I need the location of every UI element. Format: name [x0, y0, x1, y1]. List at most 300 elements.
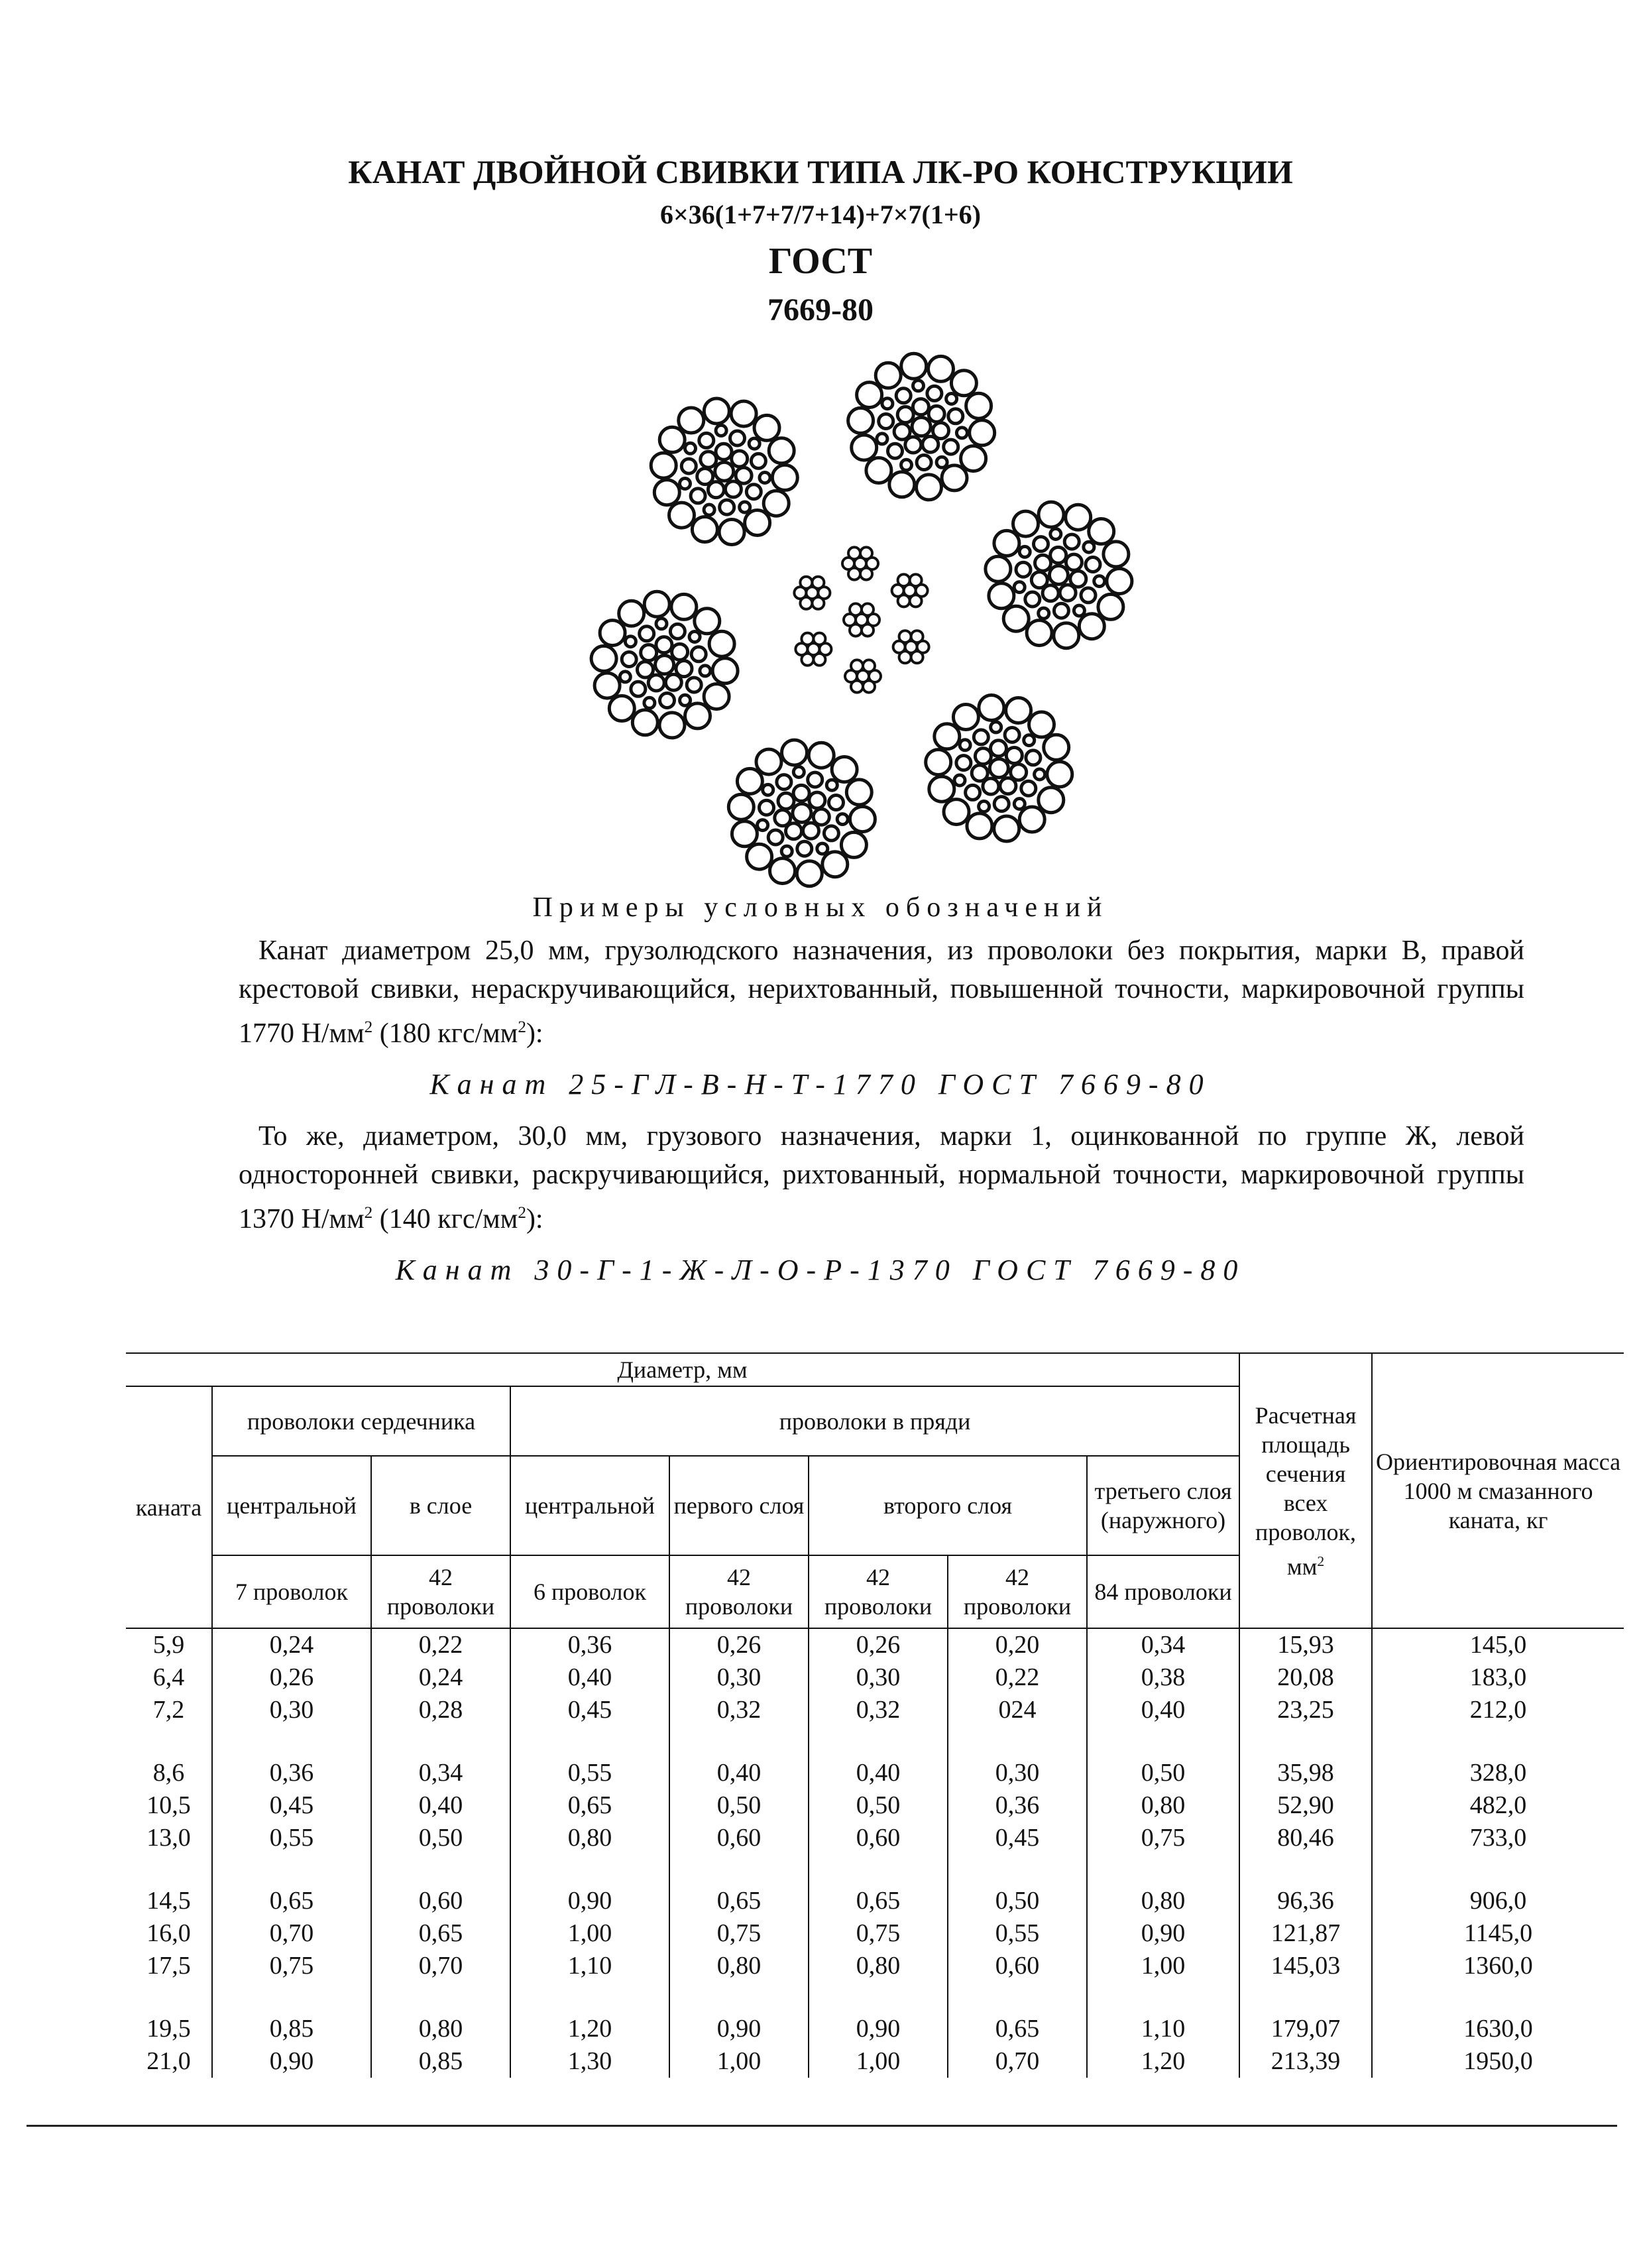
wire-circle: [797, 841, 812, 856]
table-cell: 0,80: [510, 1822, 669, 1854]
table-cell: 0,75: [669, 1917, 809, 1950]
table-cell: 0,90: [809, 2013, 948, 2045]
wire-circle: [737, 768, 762, 794]
wire-circle: [1005, 728, 1019, 743]
table-cell: 0,36: [510, 1628, 669, 1661]
table-cell: 0,26: [809, 1628, 948, 1661]
wire-circle: [929, 776, 954, 802]
wire-circle: [809, 743, 834, 768]
table-cell: 0,40: [510, 1661, 669, 1694]
table-cell: 10,5: [146, 1791, 191, 1819]
table-cell: 0,70: [371, 1950, 510, 1982]
wire-circle: [991, 722, 1001, 733]
wire-circle: [896, 388, 911, 403]
table-cell: 0,65: [371, 1917, 510, 1950]
wire-circle: [911, 630, 923, 642]
gap-cell: [371, 1982, 510, 2013]
table-cell: 0,20: [948, 1628, 1087, 1661]
table-cell: 0,65: [669, 1885, 809, 1917]
wire-circle: [704, 398, 729, 424]
table-cell: 0,45: [212, 1789, 371, 1822]
gap-cell: [371, 1726, 510, 1757]
wire-circle: [1107, 569, 1132, 594]
table-row: [126, 1757, 1624, 1789]
table-row: [126, 1694, 1624, 1726]
gap-cell: [212, 1854, 371, 1885]
header-count-42d: 42 проволоки: [948, 1555, 1087, 1628]
wire-circle: [1086, 558, 1100, 572]
wire-circle: [632, 710, 657, 735]
table-cell: 179,07: [1239, 2013, 1372, 2045]
table-cell: 1,00: [669, 2045, 809, 2078]
wire-circle: [961, 446, 986, 471]
table-cell: 1,30: [510, 2045, 669, 2078]
gap-cell: [669, 1982, 809, 2013]
header-strand-wires: проволоки в пряди: [510, 1386, 1239, 1456]
header-core-wires: проволоки сердечника: [212, 1386, 510, 1456]
header-count-42b: 42 проволоки: [669, 1555, 809, 1628]
table-cell: 0,90: [510, 1885, 669, 1917]
wire-circle: [620, 672, 630, 682]
wire-circle: [860, 547, 872, 559]
table-cell: 16,0: [146, 1919, 191, 1947]
wire-circle: [813, 654, 825, 666]
wire-circle: [704, 505, 714, 515]
table-cell: 0,30: [948, 1757, 1087, 1789]
wire-circle: [813, 633, 825, 645]
table-cell: 23,25: [1239, 1694, 1372, 1726]
gap-cell: [1239, 1982, 1372, 2013]
construction-formula: 6×36(1+7+7/7+14)+7×7(1+6): [660, 200, 981, 229]
wire-circle: [857, 383, 882, 408]
wire-circle: [760, 473, 770, 483]
wire-circle: [1039, 788, 1064, 813]
wire-circle: [659, 713, 685, 738]
table-cell: 0,80: [371, 2013, 510, 2045]
bottom-rule: [27, 2125, 1617, 2127]
wire-circle: [970, 420, 995, 446]
wire-circle: [1084, 542, 1094, 552]
wire-circle: [758, 820, 768, 831]
table-cell: 0,80: [669, 1950, 809, 1982]
wire-circle: [1050, 547, 1066, 563]
table-row: [126, 1628, 1624, 1661]
wire-circle: [728, 794, 754, 819]
wire-circle: [1079, 614, 1104, 639]
wire-circle: [927, 386, 942, 400]
table-row: [126, 1789, 1624, 1822]
table-cell: 0,75: [809, 1917, 948, 1950]
superscript: 2: [364, 1018, 373, 1036]
gap-cell: [1239, 1854, 1372, 1885]
wire-circle: [944, 440, 958, 454]
wire-circle: [1016, 562, 1031, 577]
wire-circle: [1098, 594, 1123, 619]
table-cell: 733,0: [1372, 1822, 1624, 1854]
table-cell: 0,30: [212, 1694, 371, 1726]
wire-circle: [763, 784, 773, 795]
gap-cell: [669, 1854, 809, 1885]
table-cell: 0,22: [948, 1661, 1087, 1694]
table-row: [126, 2013, 1624, 2045]
table-cell: 121,87: [1239, 1917, 1372, 1950]
wire-circle: [768, 830, 783, 845]
table-cell: 0,65: [809, 1885, 948, 1917]
wire-circle: [659, 427, 685, 452]
wire-circle: [725, 481, 741, 497]
wire-circle: [877, 434, 887, 444]
wire-circle: [894, 424, 910, 440]
wire-circle: [1039, 608, 1049, 619]
gap-cell: [809, 1854, 948, 1885]
wire-circle: [966, 393, 991, 418]
table-cell: 213,39: [1239, 2045, 1372, 2078]
gap-cell: [1087, 1982, 1239, 2013]
header-third-layer: третьего слоя (наружного): [1087, 1456, 1239, 1555]
wire-circle: [731, 401, 756, 426]
table-cell: 1145,0: [1372, 1917, 1624, 1950]
wire-circle: [989, 583, 1014, 609]
wire-circle: [860, 568, 872, 580]
wire-circle: [1050, 529, 1061, 540]
wire-circle: [972, 765, 988, 781]
document-title: КАНАТ ДВОЙНОЙ СВИВКИ ТИПА ЛК-РО КОНСТРУКЦИИ: [348, 153, 1293, 190]
table-cell: 183,0: [1372, 1661, 1624, 1694]
wire-circle: [754, 415, 779, 440]
wire-circle: [841, 832, 866, 857]
gap-cell: [948, 1854, 1087, 1885]
wire-circle: [716, 425, 726, 436]
wire-circle: [685, 443, 696, 453]
wire-circle: [1014, 799, 1025, 809]
wire-circle: [655, 656, 674, 674]
wire-circle: [775, 810, 791, 826]
wire-circle: [665, 674, 681, 690]
header-core-central: центральной: [212, 1456, 371, 1555]
wire-circle: [812, 597, 824, 609]
wire-circle: [863, 681, 875, 693]
wire-circle: [672, 644, 688, 660]
table-cell: 145,0: [1372, 1628, 1624, 1661]
table-cell: 0,70: [212, 1917, 371, 1950]
table-cell: 0,45: [510, 1694, 669, 1726]
wire-circle: [929, 356, 954, 381]
gap-cell: [212, 1726, 371, 1757]
rope-cross-section-diagram: [577, 335, 1147, 905]
header-area: [1239, 1353, 1372, 1628]
wire-circle: [1027, 621, 1052, 646]
table-cell: 328,0: [1372, 1757, 1624, 1789]
table-cell: 0,55: [948, 1917, 1087, 1950]
table-row: [126, 1822, 1624, 1854]
table-cell: 80,46: [1239, 1822, 1372, 1854]
gap-cell: [1372, 1854, 1624, 1885]
wire-circle: [671, 594, 697, 619]
wire-circle: [732, 451, 748, 467]
wire-circle: [986, 556, 1011, 581]
wire-circle: [730, 431, 745, 446]
wire-circle: [917, 475, 942, 500]
gap-cell: [510, 1854, 669, 1885]
wire-circle: [591, 646, 616, 671]
wire-circle: [772, 465, 797, 490]
wire-circle: [600, 621, 625, 646]
wire-circle: [625, 636, 636, 647]
wire-circle: [979, 695, 1004, 721]
table-cell: 0,65: [212, 1885, 371, 1917]
wire-circle: [929, 406, 944, 422]
wire-circle: [700, 666, 710, 676]
wire-circle: [1060, 585, 1076, 601]
standard-number: 7669-80: [767, 292, 874, 328]
wire-circle: [1054, 623, 1079, 648]
wire-circle: [685, 703, 710, 729]
wire-circle: [917, 455, 931, 470]
table-cell: 1360,0: [1372, 1950, 1624, 1982]
table-cell: 1,10: [1087, 2013, 1239, 2045]
table-cell: 0,30: [809, 1661, 948, 1694]
wire-circle: [679, 408, 704, 433]
wire-circle: [1006, 748, 1022, 764]
wire-circle: [991, 741, 1007, 756]
wire-circle: [716, 444, 732, 459]
wire-circle: [1074, 605, 1084, 616]
wire-circle: [926, 750, 951, 775]
wire-circle: [848, 408, 874, 433]
wire-circle: [660, 693, 675, 708]
header-core-in-layer: в слое: [371, 1456, 510, 1555]
wire-circle: [1003, 606, 1029, 631]
table-cell: 0,75: [212, 1950, 371, 1982]
wire-circle: [749, 438, 760, 449]
wire-circle: [746, 485, 761, 499]
wire-circle: [809, 792, 825, 808]
table-cell: 0,85: [371, 2045, 510, 2078]
wire-circle: [1025, 592, 1040, 607]
example-1-end: ):: [526, 1018, 543, 1049]
table-cell: 0,90: [1087, 1917, 1239, 1950]
table-cell: 1,10: [510, 1950, 669, 1982]
wire-circle: [656, 637, 672, 653]
wire-circle: [850, 603, 862, 615]
wire-circle: [1024, 735, 1035, 746]
wire-circle: [1044, 735, 1069, 760]
wire-circle: [697, 469, 713, 485]
table-cell: 0,32: [809, 1694, 948, 1726]
wire-circle: [966, 785, 980, 800]
wire-circle: [846, 780, 872, 805]
table-cell: 13,0: [146, 1824, 191, 1852]
wire-circle: [1089, 519, 1114, 544]
wire-circle: [850, 807, 875, 832]
header-second-layer: второго слоя: [809, 1456, 1087, 1555]
table-cell: 0,55: [212, 1822, 371, 1854]
table-cell: 906,0: [1372, 1885, 1624, 1917]
gap-cell: [1087, 1726, 1239, 1757]
wire-circle: [1034, 537, 1048, 552]
table-cell: 212,0: [1372, 1694, 1624, 1726]
wire-circle: [732, 821, 757, 847]
wire-circle: [793, 767, 804, 778]
wire-circle: [691, 489, 705, 503]
wire-circle: [1013, 511, 1039, 536]
table-cell: 0,80: [1087, 1789, 1239, 1822]
gap-cell: [809, 1982, 948, 2013]
wire-circle: [910, 595, 922, 607]
wire-circle: [960, 740, 970, 750]
table-cell: 1,20: [510, 2013, 669, 2045]
table-cell: 1,00: [809, 2045, 948, 2078]
header-count-42a: 42 проволоки: [371, 1555, 510, 1628]
wire-circle: [644, 697, 655, 708]
wire-circle: [1066, 505, 1091, 530]
example-1-tail: (180 кгс/мм: [372, 1018, 518, 1049]
table-row: [126, 1885, 1624, 1917]
header-strand-central: центральной: [510, 1456, 669, 1555]
header-mass: Ориентировочная масса 1000 м смазанного каната, кг: [1372, 1353, 1624, 1628]
wire-circle: [866, 458, 891, 483]
wire-circle: [670, 624, 685, 638]
wire-circle: [944, 800, 969, 825]
wire-circle: [889, 472, 915, 497]
wire-circle: [760, 800, 774, 815]
wire-circle: [609, 696, 634, 721]
wire-circle: [1014, 582, 1025, 593]
wire-circle: [689, 632, 700, 642]
example-2-designation: Канат 30-Г-1-Ж-Л-О-Р-1370 ГОСТ 7669-80: [395, 1254, 1246, 1286]
wire-circle: [764, 491, 789, 516]
wire-circle: [594, 673, 620, 698]
wire-circle: [622, 652, 636, 667]
wire-circle: [863, 660, 875, 672]
table-cell: 0,40: [371, 1789, 510, 1822]
table-cell: 52,90: [1239, 1789, 1372, 1822]
wire-circle: [953, 705, 978, 730]
wire-circle: [745, 510, 770, 536]
wire-circle: [800, 577, 812, 589]
wire-circle: [712, 658, 738, 684]
wire-circle: [692, 517, 717, 542]
wire-circle: [669, 503, 695, 528]
wire-circle: [826, 780, 837, 790]
wire-circle: [699, 433, 714, 448]
gap-cell: [1239, 1726, 1372, 1757]
wire-circle: [747, 844, 772, 869]
wire-circle: [897, 407, 913, 423]
table-cell: 14,5: [146, 1887, 191, 1915]
superscript: 2: [518, 1018, 526, 1036]
wire-circle: [740, 502, 750, 512]
table-row: [126, 1950, 1624, 1982]
wire-circle: [651, 453, 676, 478]
wire-circle: [901, 459, 912, 470]
wire-circle: [654, 480, 679, 505]
wire-circle: [1006, 698, 1031, 723]
wire-circle: [817, 843, 828, 854]
wire-circle: [879, 414, 893, 429]
wire-circle: [619, 601, 644, 626]
wire-circle: [1035, 769, 1045, 780]
wire-circle: [1094, 576, 1105, 587]
header-rope-diameter: каната: [126, 1386, 212, 1628]
table-cell: 0,26: [212, 1661, 371, 1694]
table-cell: 5,9: [152, 1631, 185, 1659]
wire-circle: [720, 500, 734, 514]
wire-circle: [882, 398, 893, 409]
wire-circle: [1019, 807, 1045, 832]
table-cell: 0,60: [669, 1822, 809, 1854]
superscript: 2: [518, 1204, 526, 1222]
wire-circle: [782, 740, 807, 765]
wire-circle: [951, 371, 976, 396]
wire-circle: [851, 660, 863, 672]
wire-circle: [680, 695, 691, 705]
table-cell: 1950,0: [1372, 2045, 1624, 2078]
example-2-text: [239, 1117, 1524, 1238]
wire-circle: [829, 796, 844, 810]
wire-circle: [1039, 502, 1064, 527]
wire-circle: [1047, 762, 1072, 787]
wire-circle: [641, 645, 657, 661]
standard-label: ГОСТ: [768, 241, 873, 282]
wire-circle: [994, 530, 1019, 556]
wire-circle: [691, 647, 706, 662]
wire-circle: [778, 793, 794, 809]
gap-cell: [809, 1726, 948, 1757]
gap-cell: [371, 1854, 510, 1885]
wire-circle: [1021, 781, 1036, 796]
table-cell: 0,55: [510, 1757, 669, 1789]
wire-circle: [923, 436, 938, 452]
table-cell: 0,28: [371, 1694, 510, 1726]
wire-circle: [954, 775, 965, 786]
table-cell: 0,36: [948, 1789, 1087, 1822]
wire-circle: [680, 479, 691, 489]
gap-cell: [1372, 1982, 1624, 2013]
row-gap: [126, 1854, 1624, 1885]
wire-circle: [822, 852, 848, 877]
gap-cell: [510, 1726, 669, 1757]
wire-circle: [1035, 555, 1051, 571]
table-cell: 0,75: [1087, 1822, 1239, 1854]
header-diameter: Диаметр, мм: [126, 1353, 1239, 1386]
wire-circle: [974, 730, 988, 745]
header-count-84: 84 проволоки: [1087, 1555, 1239, 1628]
examples-heading: Примеры условных обозначений: [532, 892, 1109, 923]
table-cell: 0,60: [948, 1950, 1087, 1982]
wire-circle: [701, 451, 716, 467]
table-cell: 35,98: [1239, 1757, 1372, 1789]
wire-circle: [862, 603, 874, 615]
gap-cell: [126, 1854, 212, 1885]
table-cell: 19,5: [146, 2015, 191, 2043]
table-cell: 1,00: [1087, 1950, 1239, 1982]
wire-circle: [777, 775, 791, 790]
table-cell: 0,34: [371, 1757, 510, 1789]
wire-circle: [913, 399, 929, 415]
wire-circle: [1029, 712, 1054, 737]
table-cell: 0,50: [809, 1789, 948, 1822]
rope-parameters-table: [126, 1352, 1624, 2078]
wire-circle: [837, 814, 848, 825]
wire-circle: [793, 804, 811, 822]
wire-circle: [934, 724, 960, 749]
wire-circle: [797, 861, 822, 886]
wire-circle: [901, 353, 927, 379]
table-cell: 0,65: [510, 1789, 669, 1822]
wire-circle: [994, 816, 1019, 841]
table-row: [126, 1661, 1624, 1694]
